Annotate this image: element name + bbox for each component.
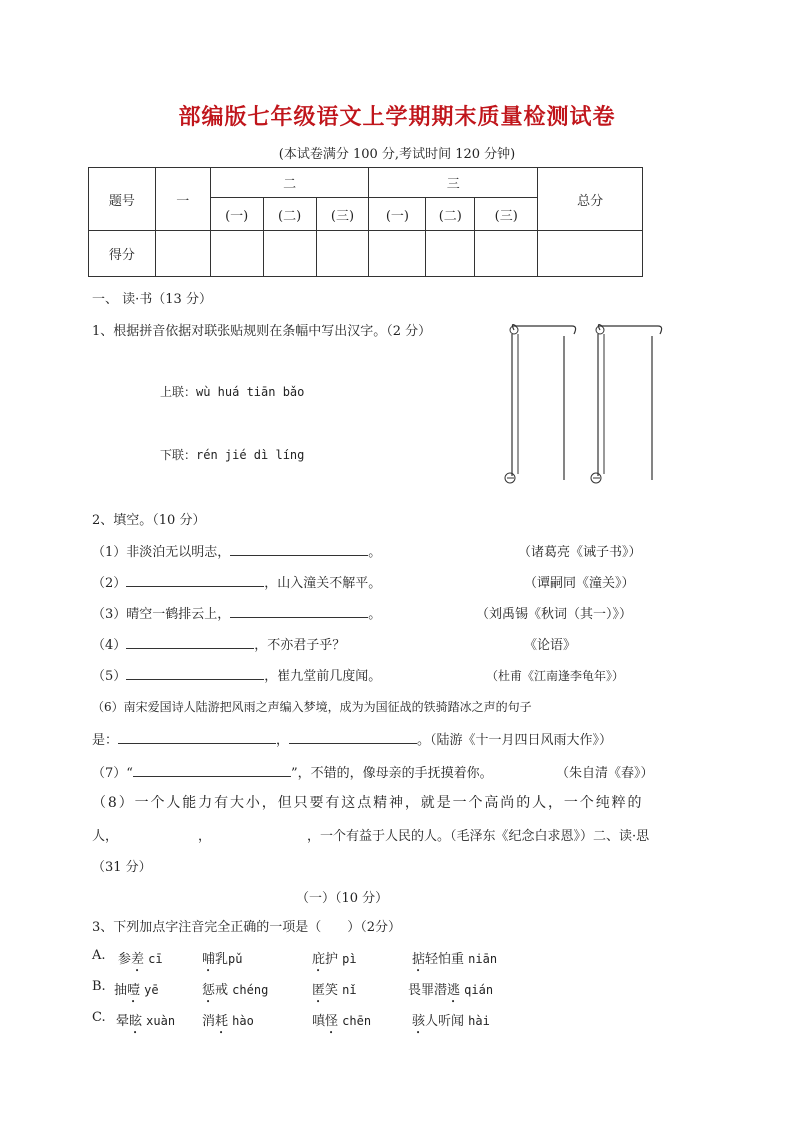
answer-blank[interactable] <box>133 763 291 777</box>
sub-header: (三) <box>475 198 538 231</box>
answer-blank[interactable] <box>230 604 368 618</box>
q2-item-3-source: （刘禹锡《秋词（其一）》） <box>476 607 633 622</box>
option-item: 晕眩 xuàn <box>116 1014 176 1029</box>
q3-option-b[interactable]: B. 抽噎 yē 惩戒 chéng 匿笑 nǐ 畏罪潜逃 qián <box>92 979 106 994</box>
section-3-header: 三 <box>369 168 538 198</box>
q2-item-2: （2） ，山入潼关不解平。 <box>92 572 381 591</box>
option-item: 匿笑 nǐ <box>312 983 357 998</box>
q3-option-c[interactable]: C. 晕眩 xuàn 消耗 hào 嗔怪 chēn 骇人听闻 hài <box>92 1010 106 1025</box>
score-cell[interactable] <box>475 231 538 277</box>
exam-subtitle: (本试卷满分 100 分,考试时间 120 分钟) <box>278 147 516 162</box>
q2-item-2-source: （谭嗣同《潼关》） <box>524 576 635 591</box>
q3-option-a[interactable]: A. 参差 cī 哺乳pǔ 庇护 pì 掂轻怕重 niān <box>92 948 106 963</box>
row-header-cell: 得分 <box>89 231 156 277</box>
q2-item-8-line2: 人， ， ，一个有益于人民的人。（毛泽东《纪念白求恩》）二、读·思 <box>92 829 650 844</box>
q2-item-1: （1）非淡泊无以明志， 。 <box>92 541 381 560</box>
option-item: 抽噎 yē <box>114 983 159 998</box>
q2-item-8-line3: （31 分） <box>92 860 152 875</box>
q1-upper-couplet: 上联：wù huá tiān bǎo <box>160 385 305 399</box>
option-item: 庇护 pì <box>312 952 357 967</box>
couplet-scroll-right[interactable] <box>588 318 672 488</box>
score-cell[interactable] <box>210 231 263 277</box>
sub-header: (三) <box>316 198 369 231</box>
score-table <box>88 167 643 277</box>
q1-text: 1、根据拼音依据对联张贴规则在条幅中写出汉字。（2 分） <box>92 324 432 339</box>
sub-header: (二) <box>426 198 475 231</box>
score-cell[interactable] <box>538 231 643 277</box>
q1-lower-couplet: 下联：rén jié dì líng <box>160 448 305 462</box>
option-item: 消耗 hào <box>202 1014 254 1029</box>
q2-item-4-source: 《论语》 <box>524 638 577 653</box>
sub-header: (一) <box>210 198 263 231</box>
option-item: 惩戒 chéng <box>202 983 269 998</box>
option-item: 掂轻怕重 niān <box>412 952 498 967</box>
option-item: 参差 cī <box>118 952 163 967</box>
q2-item-5: （5） ，崔九堂前几度闻。 <box>92 665 381 684</box>
section-2-header: 二 <box>210 168 369 198</box>
q2-item-5-source: （杜甫《江南逢李龟年》） <box>486 669 625 683</box>
option-item: 哺乳pǔ <box>202 952 243 967</box>
section-1-header: 一 <box>155 168 210 231</box>
score-cell[interactable] <box>369 231 426 277</box>
q2-item-4: （4） ，不亦君子乎？ <box>92 634 345 653</box>
q2-item-7-source: （朱自清《春》） <box>556 766 654 781</box>
couplet-scroll-left[interactable] <box>502 318 586 488</box>
answer-blank[interactable] <box>118 730 276 744</box>
score-cell[interactable] <box>155 231 210 277</box>
q2-item-3: （3）晴空一鹤排云上， 。 <box>92 603 381 622</box>
answer-blank[interactable] <box>126 573 264 587</box>
q2-item-8-line1: （8）一个人能力有大小，但只要有这点精神，就是一个高尚的人，一个纯粹的 <box>92 795 644 811</box>
q2-item-6-text: （6）南宋爱国诗人陆游把风雨之声编入梦境，成为为国征战的铁骑踏冰之声的句子 <box>92 700 532 714</box>
option-item: 骇人听闻 hài <box>412 1014 490 1029</box>
sub-header: (一) <box>369 198 426 231</box>
option-item: 畏罪潜逃 qián <box>408 983 494 998</box>
option-item: 嗔怪 chēn <box>312 1014 372 1029</box>
q2-item-6-answer: 是： ， 。（陆游《十一月四日风雨大作》） <box>92 729 612 748</box>
part2-subheading: （一）（10 分） <box>296 891 389 906</box>
q2-item-1-source: （诸葛亮《诫子书》） <box>518 545 642 560</box>
part1-heading: 一、 读·书（13 分） <box>92 292 212 307</box>
q2-text: 2、填空。（10 分） <box>92 513 206 528</box>
total-header: 总分 <box>538 168 643 231</box>
answer-blank[interactable] <box>289 730 417 744</box>
col-header-cell: 题号 <box>89 168 156 231</box>
score-cell[interactable] <box>426 231 475 277</box>
score-cell[interactable] <box>263 231 316 277</box>
sub-header: (二) <box>263 198 316 231</box>
q2-item-7: （7）“ ”，不错的，像母亲的手抚摸着你。 <box>92 762 493 781</box>
exam-title: 部编版七年级语文上学期期末质量检测试卷 <box>178 105 616 130</box>
answer-blank[interactable] <box>126 635 254 649</box>
score-cell[interactable] <box>316 231 369 277</box>
q3-text: 3、下列加点字注音完全正确的一项是（ ）（2分） <box>92 920 402 935</box>
answer-blank[interactable] <box>230 542 368 556</box>
answer-blank[interactable] <box>126 666 264 680</box>
